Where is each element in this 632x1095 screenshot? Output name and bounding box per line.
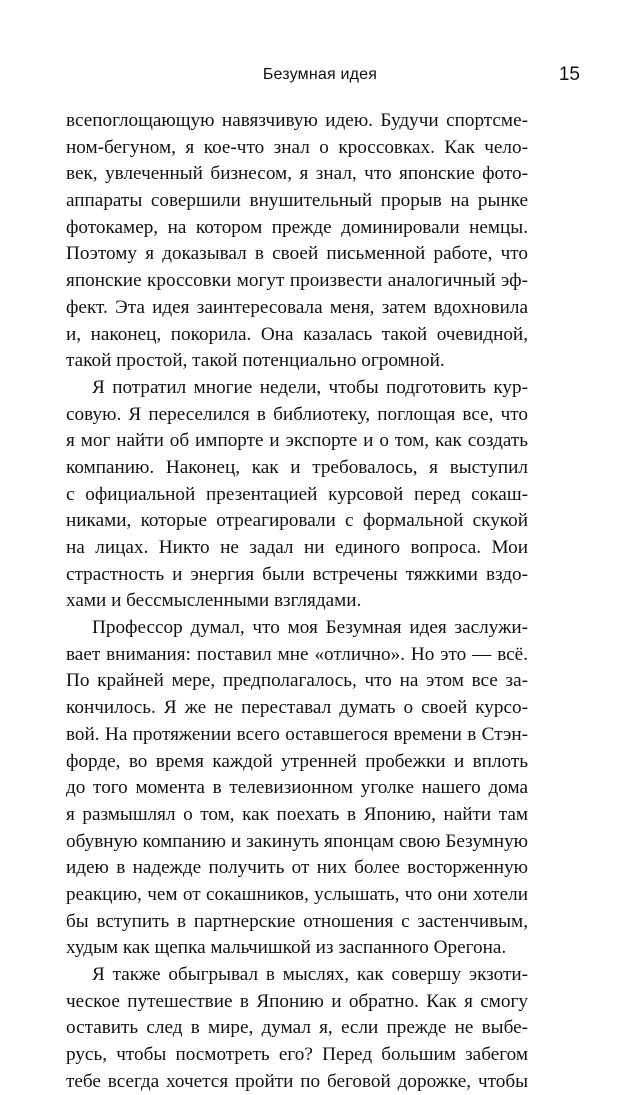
text-line: ческое путешествие в Японию и обратно. Как я смогу	[66, 990, 528, 1012]
text-line: кончилось. Я же не переставал думать о своей курсо-	[66, 697, 528, 719]
text-line: компанию. Наконец, как и требовалось, я выступил	[66, 456, 528, 478]
text-line: до того момента в телевизионном уголке нашего дома	[66, 777, 528, 799]
text-line: я мог найти об импорте и экспорте и о том, как создать	[66, 430, 528, 452]
page-number: 15	[558, 64, 580, 85]
text-line: страстность и энергия были встречены тяжкими вздо-	[66, 563, 528, 585]
text-line: ном-бегуном, я кое-что знал о кроссовках. Как чело-	[66, 136, 528, 158]
text-line: форде, во время каждой утренней пробежки и вплоть	[66, 750, 528, 772]
text-line: японские кроссовки могут произвести аналогичный эф-	[66, 270, 528, 292]
running-title: Безумная идея	[262, 66, 378, 83]
text-line: худым как щепка мальчишкой из заспанного Орегона.	[66, 937, 507, 959]
text-line: фект. Эта идея заинтересовала меня, затем вдохновила	[66, 296, 528, 318]
text-line: с официальной презентацией курсовой перед сокаш-	[66, 483, 528, 505]
text-line: По крайней мере, предполагалось, что на этом все за-	[66, 670, 528, 692]
text-line: фотокамер, на котором прежде доминировали немцы.	[66, 216, 528, 238]
text-line: хами и бессмысленными взглядами.	[66, 590, 362, 612]
text-line: я размышлял о том, как поехать в Японию, найти там	[66, 803, 528, 825]
text-line: обувную компанию и закинуть японцам свою Безумную	[66, 830, 528, 852]
running-head	[60, 66, 580, 92]
text-line: век, увлеченный бизнесом, я знал, что японские фото-	[66, 163, 528, 185]
text-line: такой простой, такой потенциально огромной.	[66, 350, 445, 372]
text-line: всепоглощающую навязчивую идею. Будучи спортсме-	[66, 110, 528, 131]
text-line: никами, которые отреагировали с формальной скукой	[66, 510, 528, 532]
body-text	[66, 108, 528, 1095]
text-line: вой. На протяжении всего оставшегося времени в Стэн-	[66, 723, 528, 745]
text-line: бы вступить в партнерские отношения с застенчивым,	[66, 910, 528, 932]
text-line: Я также обыгрывал в мыслях, как совершу экзоти-	[92, 964, 528, 985]
text-line: Я потратил многие недели, чтобы подготовить кур-	[92, 376, 528, 398]
text-line: русь, чтобы посмотреть его? Перед большим забегом	[66, 1044, 528, 1066]
text-line: вает внимания: поставил мне «отлично». Но это — всё.	[66, 643, 528, 665]
text-line: аппараты совершили внушительный прорыв на рынке	[66, 190, 528, 212]
text-line: Поэтому я доказывал в своей письменной работе, что	[66, 243, 528, 265]
text-line: на лицах. Никто не задал ни единого вопроса. Мои	[66, 537, 528, 558]
text-line: тебе всегда хочется пройти по беговой дорожке, чтобы	[66, 1070, 528, 1092]
text-line: совую. Я переселился в библиотеку, поглощая все, что	[66, 403, 528, 425]
text-line: и, наконец, покорила. Она казалась такой очевидной,	[66, 323, 528, 345]
text-line: Профессор думал, что моя Безумная идея заслужи-	[92, 617, 528, 639]
text-line: оставить след в мире, думал я, если прежде не выбе-	[66, 1017, 528, 1039]
text-line: идею в надежде получить от них более восторженную	[66, 857, 528, 879]
text-line: реакцию, чем от сокашников, услышать, что они хотели	[66, 883, 528, 905]
